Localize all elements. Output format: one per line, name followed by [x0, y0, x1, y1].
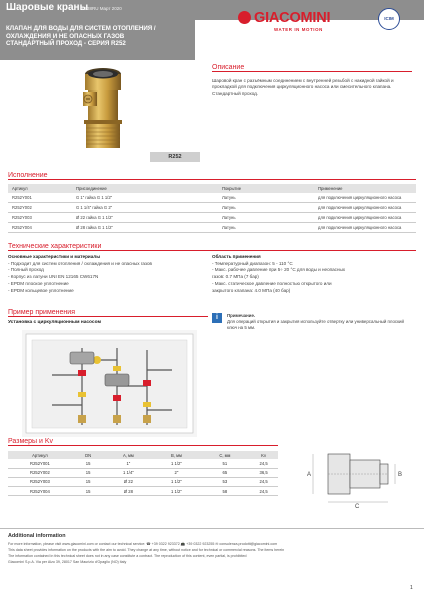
table-cell: Ø 28 гайка G 1 1/2" — [72, 223, 218, 233]
table-cell: Латунь — [218, 213, 314, 223]
table-cell: R252Y003 — [8, 213, 72, 223]
execution-section — [8, 172, 416, 233]
table-cell: для подключения циркуляционного насоса — [314, 203, 416, 213]
materials-column — [8, 254, 203, 295]
table-cell: для подключения циркуляционного насоса — [314, 223, 416, 233]
application-item: газов: 0.7 МПа (7 бар) — [212, 274, 259, 280]
table-cell: R252Y002 — [8, 203, 72, 213]
table-cell: Латунь — [218, 193, 314, 203]
divider — [8, 316, 208, 317]
table-cell: 15 — [72, 487, 104, 496]
dimension-drawing — [293, 444, 413, 508]
table-cell: R252Y002 — [8, 468, 72, 477]
note-text — [227, 313, 407, 330]
table-cell: R252Y003 — [8, 477, 72, 486]
table-cell: 51 — [200, 459, 249, 468]
footer-line: Giacomini S.p.A. Via per Alzo 39, 28017 San Maurizio d'Opaglio (NO) Italy — [8, 560, 127, 564]
description-text: Шаровой кран с разъёмным соединением с внутренней резьбой с накидной гайкой и прокладкой для подключения циркуляционного насоса или смесительного клапана. Стандартный проход. — [212, 77, 394, 97]
table-cell: 24,5 — [249, 487, 278, 496]
table-row — [8, 223, 416, 233]
table-cell: 1 1/4" — [104, 468, 152, 477]
table-row — [8, 203, 416, 213]
footer-line: This data sheet provides information on the products with the aim to avoid. They change at any time, without notice and for technical or commercial reasons. The items herein — [8, 548, 285, 552]
table-cell: R252Y001 — [8, 193, 72, 203]
info-icon: i — [212, 313, 222, 323]
table-cell: 24,5 — [249, 459, 278, 468]
execution-heading: Исполнение — [8, 172, 48, 179]
divider — [212, 71, 412, 72]
materials-item: - Подходит для систем отопления / охлаждения и не опасных газов — [8, 260, 152, 266]
table-cell: для подключения циркуляционного насоса — [314, 193, 416, 203]
application-column — [212, 254, 416, 295]
application-title: Область применения — [212, 253, 261, 259]
footer-line: For more information, please visit www.giacomini.com or contact our technical service: ☎ +39 0322 923372 📠 +39 0322 923255 ✉ consulenza.prodotti@giacomini.com — [8, 542, 278, 546]
table-cell: 36,5 — [249, 468, 278, 477]
dimension-label: A — [307, 472, 312, 478]
table-cell: для подключения циркуляционного насоса — [314, 213, 416, 223]
table-cell: 15 — [72, 468, 104, 477]
giacomini-logo — [228, 6, 424, 46]
application-item: закрытого клапана: 4.0 МПа (40 бар) — [212, 288, 291, 294]
table-header: B, мм — [152, 451, 200, 459]
table-cell: Латунь — [218, 203, 314, 213]
application-item: - Макс. рабочее давление при 5÷ 20 °C для воды и неопасных — [212, 267, 346, 273]
note-body: Для операций открытия и закрытия используйте отвертку или универсальный плоский ключ на 5 мм. — [227, 318, 404, 330]
sizes-heading: Размеры и Kv — [8, 438, 54, 445]
table-cell: R252Y004 — [8, 487, 72, 496]
materials-item: - Корпус из латуни UNI EN 12165 CW617N — [8, 274, 99, 280]
materials-item: - Полный проход — [8, 267, 44, 273]
divider — [8, 179, 416, 180]
footer — [0, 528, 424, 586]
note-box — [212, 313, 412, 333]
table-header: Kv — [249, 451, 278, 459]
table-row — [8, 213, 416, 223]
table-cell: Ø 22 — [104, 477, 152, 486]
technical-section — [8, 243, 416, 309]
table-row — [8, 459, 278, 468]
table-row — [8, 468, 278, 477]
example-heading: Пример применения — [8, 309, 76, 316]
table-header: Применение — [314, 184, 416, 193]
footer-line: The information contained in this technical sheet does not in any case constitute a contract. The reproduction of this content, even partial, is prohibited — [8, 554, 247, 558]
table-cell: 24,5 — [249, 477, 278, 486]
installation-diagram — [22, 330, 197, 437]
ball-valve-icon — [0, 62, 200, 162]
table-row — [8, 193, 416, 203]
execution-table — [8, 184, 416, 234]
table-cell: 65 — [200, 468, 249, 477]
table-cell: G 1" гайка G 1 1/2" — [72, 193, 218, 203]
table-cell: Латунь — [218, 223, 314, 233]
table-cell: 1 1/2" — [152, 459, 200, 468]
table-cell: G 1 1/4" гайка G 2" — [72, 203, 218, 213]
table-cell: 1 1/2" — [152, 487, 200, 496]
table-cell: 1 1/2" — [152, 477, 200, 486]
brand-mark-icon — [238, 11, 251, 24]
table-cell: 1" — [104, 459, 152, 468]
product-title-line: КЛАПАН ДЛЯ ВОДЫ ДЛЯ СИСТЕМ ОТОПЛЕНИЯ / — [6, 25, 156, 32]
table-cell: 2" — [152, 468, 200, 477]
table-cell: Ø 28 — [104, 487, 152, 496]
materials-title: Основные характеристики и материалы — [8, 253, 101, 259]
product-photo — [0, 62, 200, 162]
page-number: 1 — [410, 585, 413, 591]
sizes-table-wrapper — [8, 451, 278, 496]
product-title-band — [0, 20, 195, 60]
product-title-line: СТАНДАРТНЫЙ ПРОХОД - СЕРИЯ R252 — [6, 40, 126, 48]
doc-code: 0238RU Март 2020 — [82, 6, 122, 11]
manifold-diagram-icon — [22, 330, 197, 437]
sizes-table — [8, 451, 278, 496]
table-cell: R252Y001 — [8, 459, 72, 468]
icim-cert-icon: ICIM — [378, 8, 400, 30]
brand-name: GIACOMINI — [238, 10, 330, 26]
dimension-label: C — [355, 504, 360, 508]
materials-item: - EPDM плоское уплотнение — [8, 281, 69, 287]
footer-heading: Additional information — [8, 533, 66, 539]
table-header: Артикул — [8, 451, 72, 459]
table-cell: 58 — [200, 487, 249, 496]
application-item: - Температурный диапазон: 5 - 110 °C — [212, 260, 293, 266]
table-header: Присоединение — [72, 184, 218, 193]
note-title: Примечание. — [227, 313, 256, 318]
category-title: Шаровые краны — [6, 2, 89, 13]
sizes-section — [8, 438, 416, 518]
table-header: A, мм — [104, 451, 152, 459]
table-header: Покрытие — [218, 184, 314, 193]
divider — [8, 445, 278, 446]
table-row — [8, 487, 278, 496]
technical-heading: Технические характеристики — [8, 243, 102, 250]
application-item: - Макс. статическое давление полностью открытого или — [212, 281, 332, 287]
table-cell: 15 — [72, 459, 104, 468]
description-section — [212, 64, 412, 98]
table-cell: Ø 22 гайка G 1 1/2" — [72, 213, 218, 223]
product-title-line: ОХЛАЖДЕНИЯ И НЕ ОПАСНЫХ ГАЗОВ — [6, 32, 125, 40]
description-heading: Описание — [212, 64, 245, 71]
materials-item: - EPDM кольцевое уплотнение — [8, 288, 74, 294]
table-header: C, мм — [200, 451, 249, 459]
product-title — [0, 20, 195, 48]
table-header: DN — [72, 451, 104, 459]
table-cell: 15 — [72, 477, 104, 486]
dimension-label: B — [398, 472, 403, 478]
table-header: Артикул — [8, 184, 72, 193]
series-label: R252 — [150, 152, 200, 162]
table-cell: 53 — [200, 477, 249, 486]
table-row — [8, 477, 278, 486]
brand-tagline: WATER IN MOTION — [274, 27, 323, 32]
example-section — [8, 309, 208, 325]
table-cell: R252Y004 — [8, 223, 72, 233]
example-caption: Установка с циркуляционным насосом — [8, 319, 102, 325]
valve-section-icon — [293, 444, 413, 508]
